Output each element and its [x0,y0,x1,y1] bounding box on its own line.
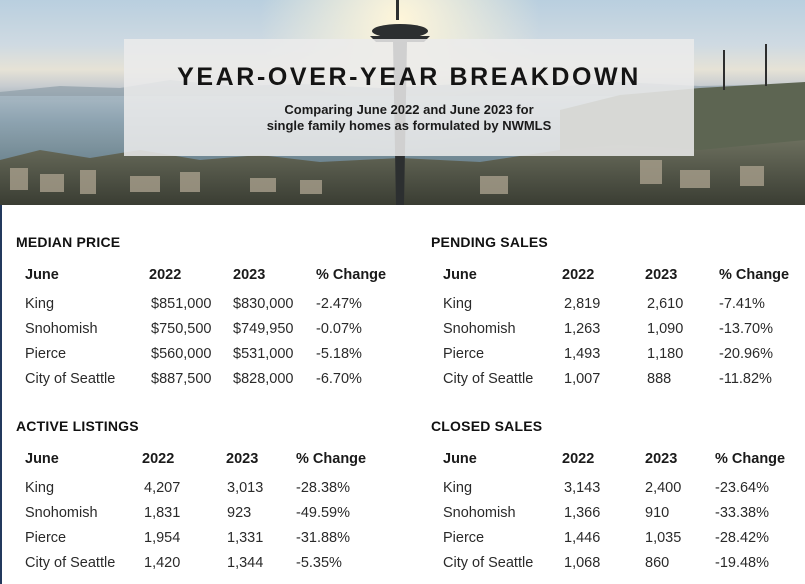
value-2023-cell: $830,000 [233,296,294,312]
region-cell: King [443,480,473,496]
column-header-2023: 2023 [233,267,266,283]
table-row [16,480,396,505]
region-cell: Pierce [25,346,67,362]
value-2023-cell: 2,610 [647,296,684,312]
closed-sales-body [431,480,805,580]
column-header-2023: 2023 [226,451,259,467]
value-2023-cell: 1,090 [647,321,684,337]
column-header-2022: 2022 [562,267,595,283]
pct-change-cell: -19.48% [715,555,770,571]
value-2022-cell: 1,831 [144,505,181,521]
table-row [431,346,805,371]
value-2023-cell: $749,950 [233,321,294,337]
region-cell: Snohomish [443,505,516,521]
active-listings-panel [16,418,396,580]
pending-sales-header-row [431,267,805,292]
column-header-pct-change: % Change [719,267,790,283]
pct-change-cell: -31.88% [296,530,351,546]
value-2022-cell: $851,000 [151,296,212,312]
value-2022-cell: 1,068 [564,555,601,571]
active-listings-header-row [16,451,396,476]
column-header-june: June [25,451,59,467]
table-row [431,296,805,321]
table-row [431,505,805,530]
region-cell: City of Seattle [443,555,534,571]
pct-change-cell: -20.96% [719,346,774,362]
region-cell: Snohomish [25,505,98,521]
value-2023-cell: 1,344 [227,555,264,571]
page-subtitle [124,102,694,134]
column-header-2023: 2023 [645,451,678,467]
value-2023-cell: 888 [647,371,672,387]
median-price-panel [16,234,396,396]
median-price-header-row [16,267,396,292]
value-2022-cell: 1,493 [564,346,601,362]
value-2023-cell: 3,013 [227,480,264,496]
subtitle-line-1: Comparing June 2022 and June 2023 for [284,102,534,117]
value-2023-cell: 2,400 [645,480,682,496]
table-row [16,505,396,530]
left-border-accent [0,205,2,584]
region-cell: Snohomish [25,321,98,337]
region-cell: Pierce [443,530,485,546]
value-2022-cell: 3,143 [564,480,601,496]
value-2022-cell: 1,263 [564,321,601,337]
closed-sales-header-row [431,451,805,476]
table-row [16,296,396,321]
value-2022-cell: $560,000 [151,346,212,362]
pct-change-cell: -6.70% [316,371,362,387]
region-cell: King [25,480,55,496]
region-cell: King [25,296,55,312]
pending-sales-body [431,296,805,396]
value-2023-cell: $531,000 [233,346,294,362]
column-header-2022: 2022 [142,451,175,467]
column-header-2022: 2022 [149,267,182,283]
value-2023-cell: 1,180 [647,346,684,362]
table-row [431,321,805,346]
column-header-pct-change: % Change [296,451,367,467]
column-header-pct-change: % Change [715,451,786,467]
pct-change-cell: -33.38% [715,505,770,521]
table-row [431,480,805,505]
value-2022-cell: 1,420 [144,555,181,571]
closed-sales-panel [431,418,805,580]
value-2023-cell: 910 [645,505,670,521]
table-row [16,346,396,371]
region-cell: King [443,296,473,312]
value-2022-cell: $887,500 [151,371,212,387]
pct-change-cell: -5.18% [316,346,362,362]
pct-change-cell: -0.07% [316,321,362,337]
value-2022-cell: 1,007 [564,371,601,387]
pct-change-cell: -23.64% [715,480,770,496]
value-2022-cell: 1,366 [564,505,601,521]
table-row [16,530,396,555]
median-price-body [16,296,396,396]
column-header-june: June [443,267,477,283]
column-header-2022: 2022 [562,451,595,467]
value-2022-cell: 2,819 [564,296,601,312]
pct-change-cell: -5.35% [296,555,342,571]
value-2023-cell: 923 [227,505,252,521]
value-2023-cell: 1,035 [645,530,682,546]
value-2023-cell: 1,331 [227,530,264,546]
pct-change-cell: -28.42% [715,530,770,546]
pct-change-cell: -13.70% [719,321,774,337]
value-2022-cell: 4,207 [144,480,181,496]
value-2022-cell: 1,954 [144,530,181,546]
table-row [16,555,396,580]
region-cell: Pierce [25,530,67,546]
table-row [431,530,805,555]
page-title: YEAR-OVER-YEAR BREAKDOWN [177,63,641,91]
table-row [431,371,805,396]
column-header-june: June [443,451,477,467]
active-listings-title: ACTIVE LISTINGS [16,418,139,434]
pending-sales-title: PENDING SALES [431,234,548,250]
title-box [124,39,694,156]
column-header-june: June [25,267,59,283]
pct-change-cell: -2.47% [316,296,362,312]
median-price-title: MEDIAN PRICE [16,234,121,250]
region-cell: City of Seattle [25,555,116,571]
pct-change-cell: -11.82% [719,371,772,387]
closed-sales-title: CLOSED SALES [431,418,543,434]
column-header-pct-change: % Change [316,267,387,283]
value-2023-cell: 860 [645,555,670,571]
region-cell: Snohomish [443,321,516,337]
value-2023-cell: $828,000 [233,371,294,387]
column-header-2023: 2023 [645,267,678,283]
hero-banner [0,0,805,205]
subtitle-line-2: single family homes as formulated by NWMLS [266,118,552,133]
region-cell: City of Seattle [25,371,116,387]
pct-change-cell: -28.38% [296,480,351,496]
pct-change-cell: -7.41% [719,296,765,312]
region-cell: City of Seattle [443,371,534,387]
value-2022-cell: 1,446 [564,530,601,546]
table-row [431,555,805,580]
table-row [16,371,396,396]
table-row [16,321,396,346]
value-2022-cell: $750,500 [151,321,212,337]
active-listings-body [16,480,396,580]
pct-change-cell: -49.59% [296,505,351,521]
pending-sales-panel [431,234,805,396]
region-cell: Pierce [443,346,485,362]
